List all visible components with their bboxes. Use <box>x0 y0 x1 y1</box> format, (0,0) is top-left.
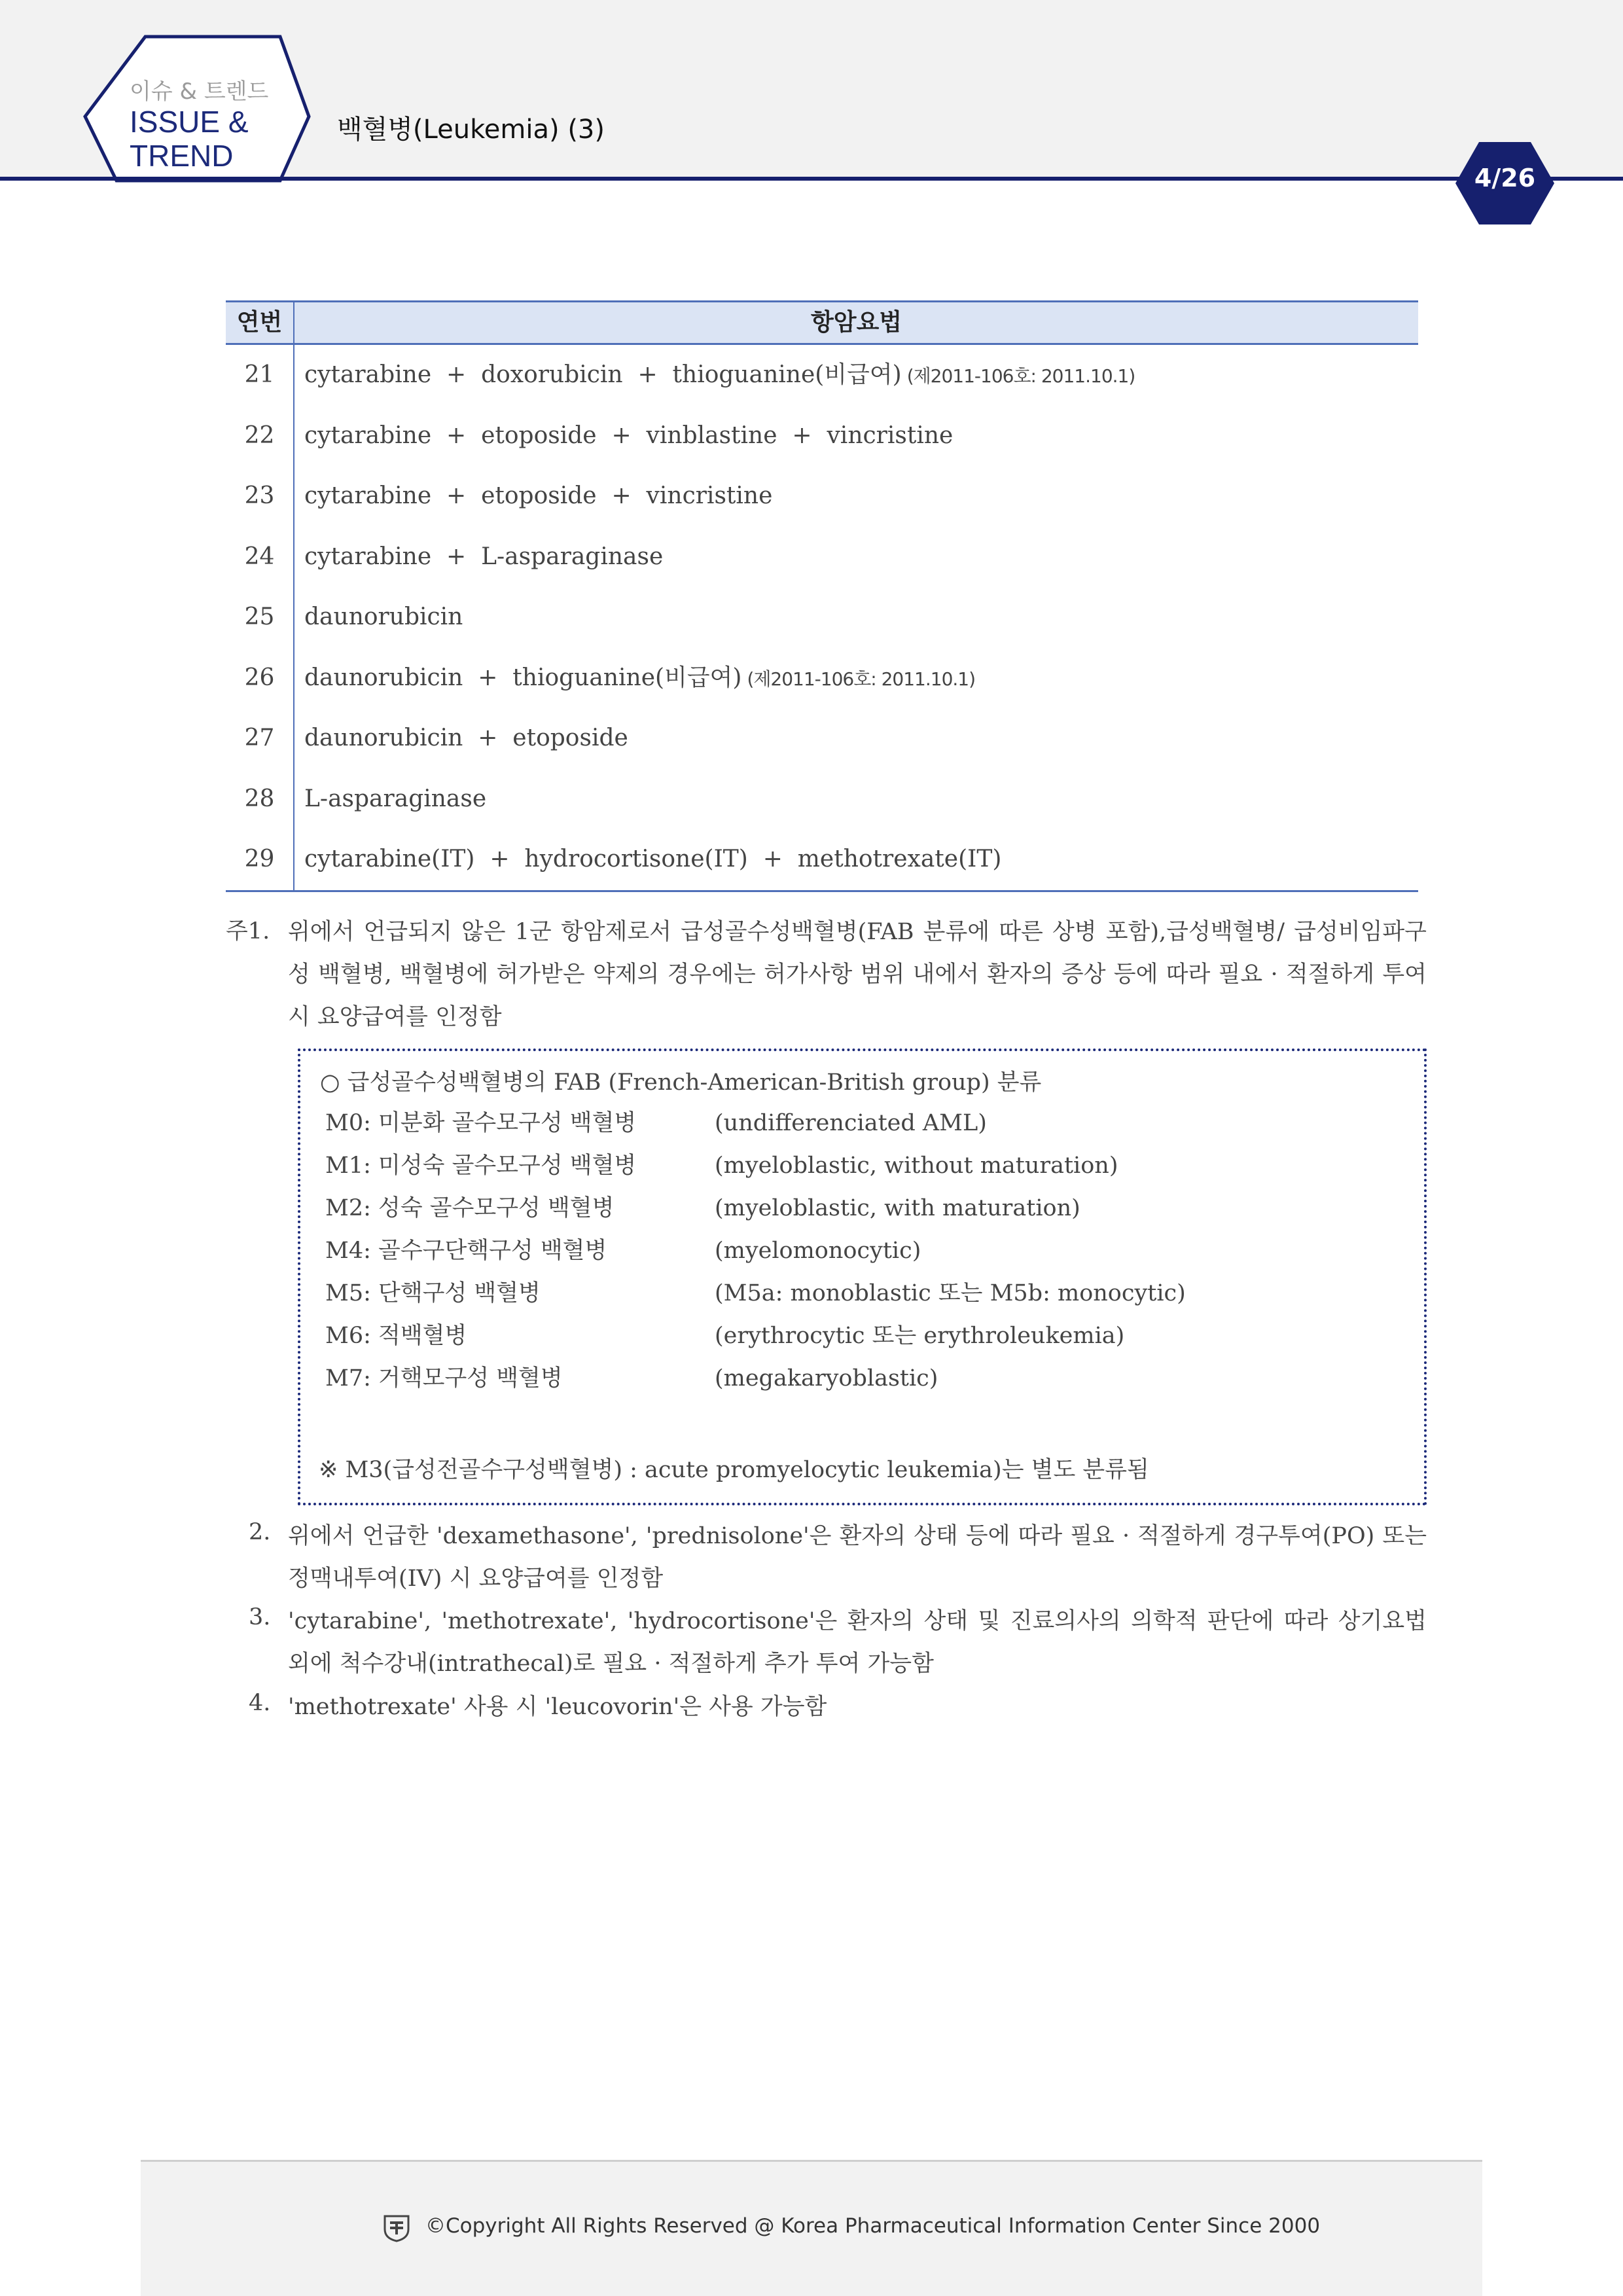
fab-row <box>325 1190 1080 1223</box>
table-row <box>226 345 1418 406</box>
fab-description: (myeloblastic, without maturation) <box>715 1153 1118 1179</box>
fab-row <box>325 1318 1124 1350</box>
section-label-korean: 이슈 & 트렌드 <box>130 79 269 105</box>
fab-code: M5: 단핵구성 백혈병 <box>325 1280 541 1306</box>
regimen-text: cytarabine + etoposide + vinblastine + vincristine <box>304 422 954 449</box>
fab-code: M1: 미성숙 골수모구성 백혈병 <box>325 1153 637 1179</box>
table-row <box>226 829 1418 890</box>
row-regimen <box>304 406 1418 467</box>
table-row <box>226 587 1418 648</box>
section-label-issue: ISSUE & <box>130 105 249 139</box>
table-body <box>226 345 1418 892</box>
table-row <box>226 466 1418 527</box>
section-label-trend: TREND <box>130 139 234 173</box>
row-regimen <box>304 829 1418 890</box>
regimen-text: daunorubicin <box>304 603 463 630</box>
note-2-label: 2. <box>249 1519 271 1545</box>
note-1-text: 위에서 언급되지 않은 1군 항암제로서 급성골수성백혈병(FAB 분류에 따른 상병 포함),급성백혈병/ 급성비임파구성 백혈병, 백혈병에 허가받은 약제의 경우에는 허가사항 범위 내에서 환자의 증상 등에 따라 필요 · 적절하게 투여 시 요양급여를 인정함 <box>288 919 1427 1030</box>
table-row <box>226 648 1418 709</box>
header-rule <box>0 177 1623 181</box>
page-title: 백혈병(Leukemia) (3) <box>337 115 605 145</box>
regimen-text: cytarabine(IT) + hydrocortisone(IT) + methotrexate(IT) <box>304 846 1002 872</box>
row-number: 24 <box>226 527 294 588</box>
table-header <box>226 300 1418 345</box>
row-number: 21 <box>226 345 294 406</box>
row-number: 29 <box>226 829 294 890</box>
note-4-label: 4. <box>249 1690 271 1716</box>
fab-description: (myelomonocytic) <box>715 1238 921 1264</box>
kpic-shield-icon <box>383 2214 410 2242</box>
copyright-text: ©Copyright All Rights Reserved @ Korea Pharmaceutical Information Center Since 2000 <box>425 2214 1321 2238</box>
table-row <box>226 406 1418 467</box>
page-number: 4/26 <box>1474 164 1536 192</box>
row-regimen <box>304 769 1418 830</box>
fab-classification-box <box>298 1049 1427 1505</box>
regimen-text: L-asparaginase <box>304 785 487 812</box>
fab-description: (megakaryoblastic) <box>715 1365 938 1391</box>
row-number: 22 <box>226 406 294 467</box>
fab-description: (undifferenciated AML) <box>715 1110 987 1136</box>
note-3-text: 'cytarabine', 'methotrexate', 'hydrocortisone'은 환자의 상태 및 진료의사의 의학적 판단에 따라 상기요법 외에 척수강내(intrathecal)로 필요 · 적절하게 추가 투여 가능함 <box>288 1608 1427 1677</box>
row-number: 26 <box>226 648 294 709</box>
fab-row <box>325 1105 987 1138</box>
regimen-table <box>226 300 1418 892</box>
regimen-note: (제2011-106호: 2011.10.1) <box>747 668 976 690</box>
row-number: 28 <box>226 769 294 830</box>
column-header-regimen: 항암요법 <box>810 309 902 336</box>
row-regimen <box>304 345 1418 406</box>
row-regimen <box>304 648 1418 709</box>
fab-footnote: ※ M3(급성전골수구성백혈병) : acute promyelocytic leukemia)는 별도 분류됨 <box>319 1457 1149 1483</box>
row-number: 27 <box>226 708 294 769</box>
fab-description: (erythrocytic 또는 erythroleukemia) <box>715 1323 1125 1349</box>
regimen-text: cytarabine + L-asparaginase <box>304 543 664 570</box>
fab-code: M2: 성숙 골수모구성 백혈병 <box>325 1195 615 1221</box>
row-regimen <box>304 466 1418 527</box>
column-header-number: 연번 <box>226 302 294 343</box>
row-number: 23 <box>226 466 294 527</box>
row-regimen <box>304 708 1418 769</box>
table-row <box>226 527 1418 588</box>
table-row <box>226 708 1418 769</box>
fab-code: M4: 골수구단핵구성 백혈병 <box>325 1238 607 1264</box>
fab-description: (myeloblastic, with maturation) <box>715 1195 1080 1221</box>
fab-code: M6: 적백혈병 <box>325 1323 467 1349</box>
regimen-note: (제2011-106호: 2011.10.1) <box>906 365 1135 387</box>
fab-row <box>325 1360 938 1393</box>
row-number: 25 <box>226 587 294 648</box>
row-regimen <box>304 527 1418 588</box>
fab-code: M0: 미분화 골수모구성 백혈병 <box>325 1110 637 1136</box>
fab-row <box>325 1275 1186 1308</box>
note-3-label: 3. <box>249 1604 271 1630</box>
fab-row <box>325 1232 921 1265</box>
fab-code: M7: 거핵모구성 백혈병 <box>325 1365 563 1391</box>
note-4-text: 'methotrexate' 사용 시 'leucovorin'은 사용 가능함 <box>288 1694 827 1720</box>
footer-rule <box>141 2160 1482 2162</box>
table-row <box>226 769 1418 830</box>
regimen-text: cytarabine + doxorubicin + thioguanine(비급여) <box>304 361 902 388</box>
regimen-text: cytarabine + etoposide + vincristine <box>304 482 773 509</box>
fab-description: (M5a: monoblastic 또는 M5b: monocytic) <box>715 1280 1186 1306</box>
fab-row <box>325 1147 1118 1180</box>
row-regimen <box>304 587 1418 648</box>
note-2-text: 위에서 언급한 'dexamethasone', 'prednisolone'은 환자의 상태 등에 따라 필요 · 적절하게 경구투여(PO) 또는 정맥내투여(IV) 시 요양급여를 인정함 <box>288 1523 1427 1592</box>
note-1-label: 주1. <box>226 918 270 944</box>
fab-title: ○ 급성골수성백혈병의 FAB (French-American-British group) 분류 <box>320 1069 1042 1096</box>
regimen-text: daunorubicin + etoposide <box>304 725 628 751</box>
regimen-text: daunorubicin + thioguanine(비급여) <box>304 664 742 691</box>
